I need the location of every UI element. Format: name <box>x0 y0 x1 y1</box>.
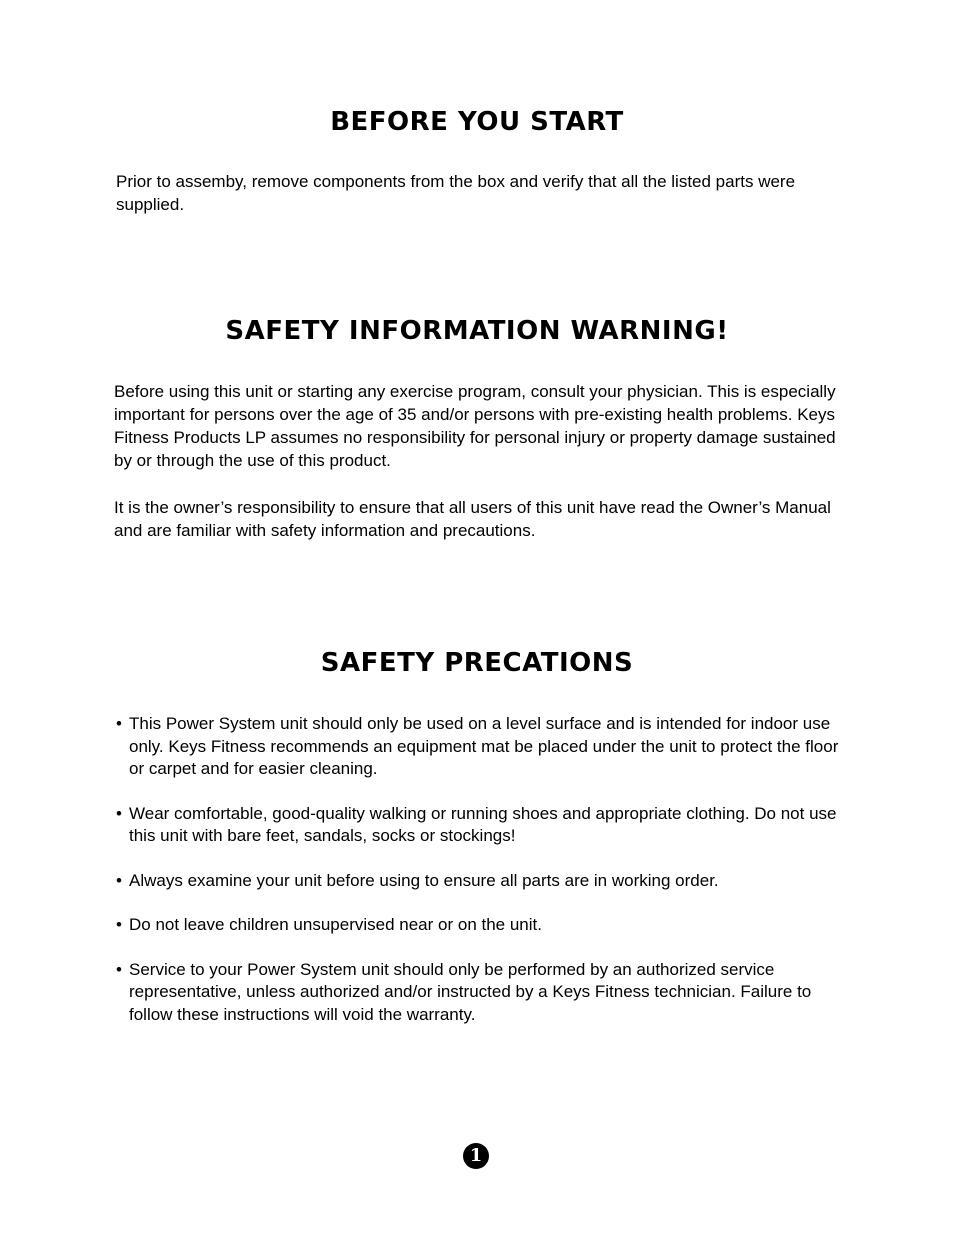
list-item <box>116 959 856 1027</box>
list-item <box>116 914 856 937</box>
safety-warning-paragraph-1: Before using this unit or starting any exercise program, consult your physician. This is especially important for persons over the age of 35 and/or persons with pre-existing health problems. Keys Fitness Products LP assumes no responsibility for personal injury or property damage sustained by or through the use of this product. <box>114 382 836 470</box>
list-item-text: Service to your Power System unit should only be performed by an authorized service representative, unless authorized and/or instructed by a Keys Fitness technician. Failure to follow these instructions will void the warranty. <box>129 959 812 1024</box>
bullet-icon: • <box>116 870 122 890</box>
safety-precautions-heading: SAFETY PRECATIONS <box>320 648 634 678</box>
list-item-text: Wear comfortable, good-quality walking or running shoes and appropriate clothing. Do not use this unit with bare feet, sandals, socks or stockings! <box>129 803 837 845</box>
bullet-icon: • <box>116 915 122 934</box>
list-item <box>116 803 856 848</box>
safety-warning-heading: SAFETY INFORMATION WARNING! <box>225 316 729 346</box>
safety-precautions-list <box>116 713 856 1048</box>
bullet-icon: • <box>116 803 122 823</box>
before-you-start-paragraph: Prior to assemby, remove components from the box and verify that all the listed parts were supplied. <box>116 172 796 214</box>
list-item <box>116 713 856 781</box>
list-item-text: Do not leave children unsupervised near or on the unit. <box>129 915 542 934</box>
list-item-text: Always examine your unit before using to ensure all parts are in working order. <box>129 870 719 890</box>
page-number: 1 <box>463 1143 489 1169</box>
bullet-icon: • <box>116 714 122 733</box>
list-item-text: This Power System unit should only be used on a level surface and is intended for indoor use only. Keys Fitness recommends an equipment mat be placed under the unit to protect the floor or carpet and for easier cleaning. <box>129 714 839 778</box>
safety-warning-paragraph-2: It is the owner’s responsibility to ensure that all users of this unit have read the Owner’s Manual and are familiar with safety information and precautions. <box>114 498 831 540</box>
list-item <box>116 870 856 893</box>
bullet-icon: • <box>116 959 122 979</box>
before-you-start-heading: BEFORE YOU START <box>330 107 624 137</box>
